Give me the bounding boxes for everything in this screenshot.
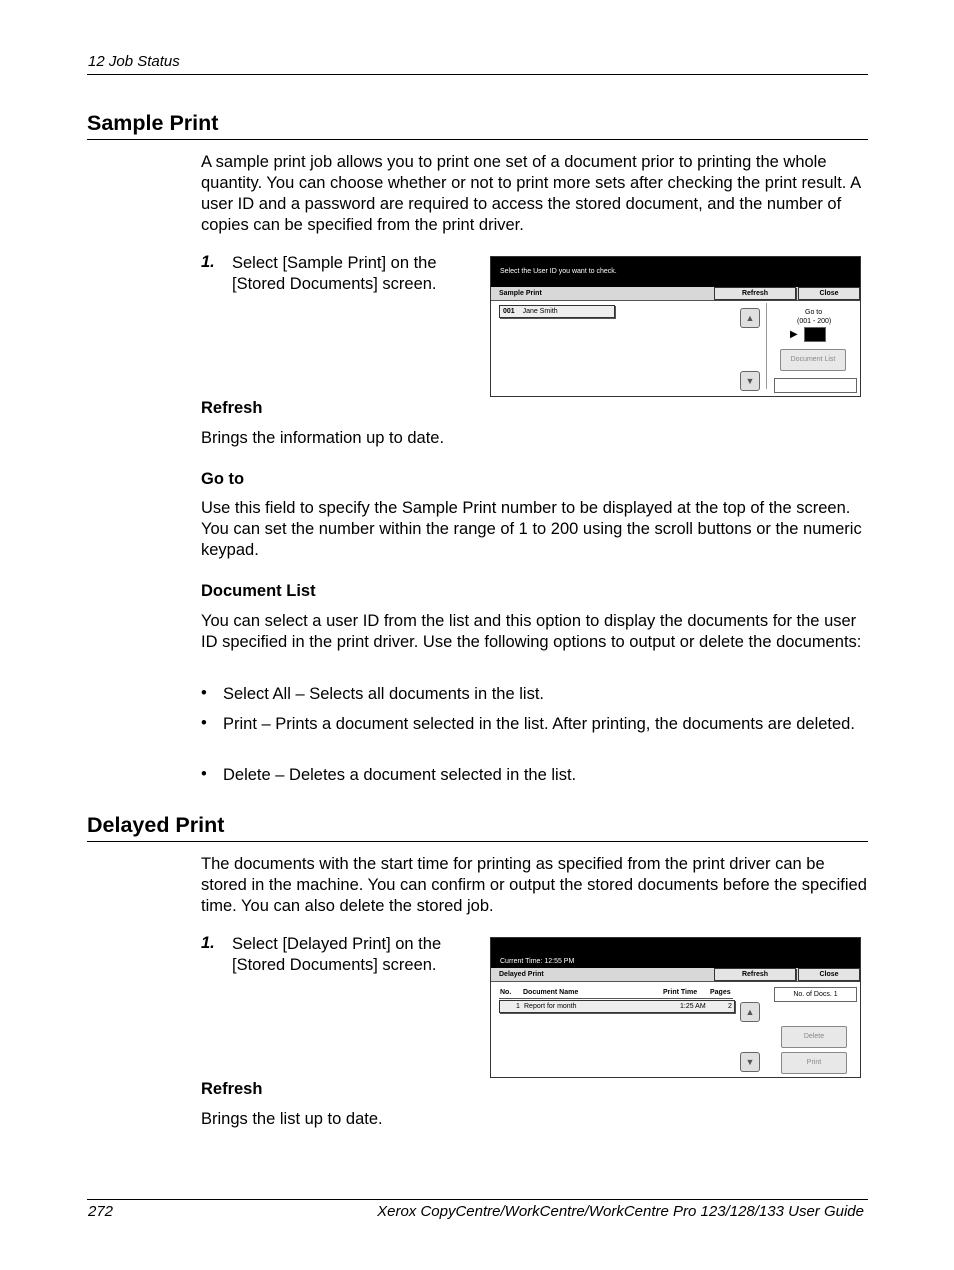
row-no: 1	[516, 1003, 520, 1010]
screen-title-bar	[491, 287, 860, 301]
arrow-down-icon[interactable]: ▼	[740, 371, 760, 391]
document-list-text: You can select a user ID from the list and this option to display the documents for the user ID specified in the print driver. Use the following options to output or delete the documents:	[201, 612, 862, 651]
screen-message: Select the User ID you want to check.	[500, 268, 617, 275]
column-header-name: Document Name	[523, 989, 579, 996]
screen-title: Delayed Print	[499, 971, 544, 978]
header-divider	[499, 998, 733, 999]
sample-print-step-text: Select [Sample Print] on the [Stored Documents] screen.	[232, 254, 437, 293]
document-list-button[interactable]: Document List	[780, 349, 846, 371]
refresh-button[interactable]: Refresh	[714, 968, 796, 981]
sample-print-rule	[87, 139, 868, 140]
row-pages: 2	[728, 1003, 732, 1010]
delayed-refresh-heading: Refresh	[201, 1080, 263, 1098]
sample-print-heading: Sample Print	[87, 111, 219, 135]
print-button[interactable]: Print	[781, 1052, 847, 1074]
document-list-heading: Document List	[201, 582, 316, 600]
screen-title: Sample Print	[499, 290, 542, 297]
arrow-up-icon[interactable]: ▲	[740, 308, 760, 328]
sample-print-screen	[490, 256, 861, 397]
delayed-print-intro: The documents with the start time for printing as specified from the print driver can be stored in the machine. You can confirm or output the stored documents before the specified time. You can also delete the stored job.	[201, 855, 867, 915]
header-rule	[87, 74, 868, 75]
screen-message-bar	[491, 938, 860, 968]
user-id: 001	[503, 308, 515, 315]
delete-button[interactable]: Delete	[781, 1026, 847, 1048]
guide-title: Xerox CopyCentre/WorkCentre/WorkCentre Pro 123/128/133 User Guide	[377, 1203, 864, 1220]
goto-label: Go to	[805, 309, 823, 316]
row-print-time: 1:25 AM	[680, 1003, 706, 1010]
delayed-print-step-text: Select [Delayed Print] on the [Stored Documents] screen.	[232, 935, 442, 974]
bullet-marker: •	[201, 714, 207, 732]
delayed-print-heading: Delayed Print	[87, 813, 225, 837]
divider	[766, 303, 767, 389]
column-header-time: Print Time	[663, 989, 698, 996]
refresh-button[interactable]: Refresh	[714, 287, 796, 300]
running-head: 12 Job Status	[88, 53, 180, 70]
bullet-select-all: Select All – Selects all documents in the list.	[223, 685, 544, 703]
delayed-print-screen	[490, 937, 861, 1078]
bullet-marker: •	[201, 684, 207, 702]
triangle-right-icon: ▶	[790, 329, 798, 340]
column-header-no: No.	[500, 989, 512, 996]
delayed-print-rule	[87, 841, 868, 842]
bullet-delete: Delete – Deletes a document selected in the list.	[223, 766, 577, 784]
screen-message-bar	[491, 257, 860, 287]
screen-title-bar	[491, 968, 860, 982]
current-time: Current Time: 12:55 PM	[500, 958, 575, 965]
delayed-print-step-number: 1.	[201, 934, 215, 952]
refresh-heading: Refresh	[201, 399, 263, 417]
bullet-print: Print – Prints a document selected in the list. After printing, the documents are deleted.	[223, 715, 855, 733]
goto-text: Use this field to specify the Sample Print number to be displayed at the top of the screen. You can set the number within the range of 1 to 200 using the scroll buttons or the numeric keypad.	[201, 499, 862, 559]
refresh-text: Brings the information up to date.	[201, 429, 445, 447]
goto-range: (001 - 200)	[797, 318, 832, 325]
goto-heading: Go to	[201, 470, 245, 488]
page-number: 272	[88, 1203, 114, 1220]
list-item[interactable]	[499, 305, 615, 318]
close-button[interactable]: Close	[798, 968, 860, 981]
column-header-pages: Pages	[710, 989, 731, 996]
delayed-refresh-text: Brings the list up to date.	[201, 1110, 383, 1128]
document-count: No. of Docs. 1	[774, 987, 857, 1002]
footer-rule	[87, 1199, 868, 1200]
bullet-marker: •	[201, 765, 207, 783]
goto-input[interactable]	[804, 327, 826, 342]
sample-print-intro: A sample print job allows you to print one set of a document prior to printing the whole quantity. You can choose whether or not to print more sets after checking the print result. A user ID and a password are required to access the stored document, and the number of copies can be specified from the print driver.	[201, 153, 861, 234]
user-name: Jane Smith	[522, 308, 558, 315]
table-row[interactable]	[499, 1000, 735, 1013]
close-button[interactable]: Close	[798, 287, 860, 300]
arrow-down-icon[interactable]: ▼	[740, 1052, 760, 1072]
row-document-name: Report for month	[524, 1003, 577, 1010]
arrow-up-icon[interactable]: ▲	[740, 1002, 760, 1022]
message-field	[774, 378, 857, 393]
sample-print-step-number: 1.	[201, 253, 215, 271]
